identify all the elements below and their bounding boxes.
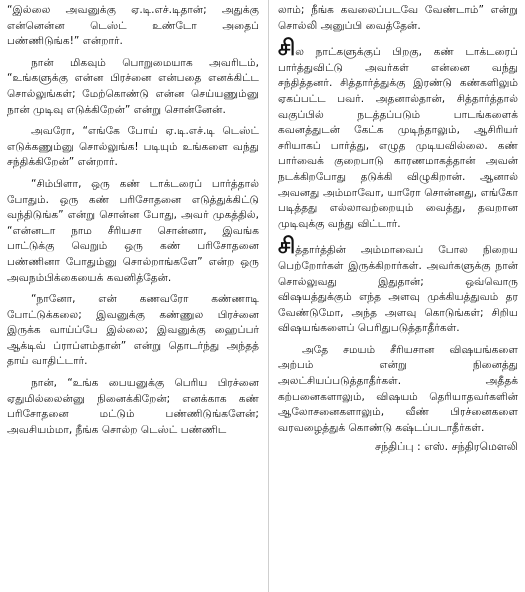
- paragraph: நான், “உங்க பையனுக்கு பெரிய பிரச்னை ஏதுமில்லைன்னு நினைக்கிறேன்; எனக்காக கண் பரிசோதனை மட்டும் பண்ணிடுங்களேன்; அவசியம்மா, நீங்க சொல்ற டெஸ்ட் பண்ணிட: [7, 377, 259, 436]
- paragraph: “நானோ, என் கணவரோ கண்ணாடி போட்டுக்கலை; இவனுக்கு கண்ணுல பிரச்னை இருக்க வாய்ப்பே இல்லை; இவனுக்கு ஹைப்பர் ஆக்டிவ் ப்ராப்ளம்தான்” என்று தொடர்ந்து அந்தத் தாய் வாதிட்டார்.: [7, 293, 259, 368]
- paragraph: லாம்; நீங்க கவலைப்படவே வேண்டாம்” என்று சொல்லி அனுப்பி வைத்தேன்.: [278, 4, 518, 32]
- paragraph: சித்தார்த்தின் அம்மாவைப் போல நிறைய பெற்றோர்கள் இருக்கிறார்கள். அவர்களுக்கு நான் சொல்லுவது இதுதான்; ஒவ்வொரு விஷயத்துக்கும் எந்த அளவு முக்கியத்துவம் தர வேண்டுமோ, அந்த அளவு கொடுங்கள்; சிறிய விஷயங்களைப் பெரிதுபடுத்தாதீர்கள்.: [278, 234, 518, 335]
- right-column: [278, 3, 518, 455]
- drop-cap: சி: [278, 36, 296, 62]
- paragraph: நான் மிகவும் பொறுமையாக அவரிடம், “உங்களுக்கு என்ன பிரச்னை என்பதை எனக்கிட்ட சொல்லுங்கள்; மேற்கொண்டு என்ன செய்யணும்னு நான் முடிவு எடுக்கிறேன்” என்று சொன்னேன்.: [7, 56, 259, 116]
- paragraph: “இல்லை அவனுக்கு ஏ.டி.எச்.டிதான்; அதுக்கு என்னென்ன டெஸ்ட் உண்டோ அதைப் பண்ணிடுங்க!” என்றார்.: [7, 4, 259, 48]
- left-column: [7, 3, 259, 438]
- paragraph: சில நாட்களுக்குப் பிறகு, கண் டாக்டரைப் பார்த்துவிட்டு அவர்கள் என்னை வந்து சந்தித்தனர். சித்தார்த்துக்கு இரண்டு கண்களிலும் ஏகப்பட்ட பவர். அதனால்தான், சித்தார்த்தால் வகுப்பில் நடத்தப்படும் பாடங்களைக் கவனத்துடன் கேட்க முடிந்தாலும், ஆசிரியர் சரியாகப் பார்த்து, எழுத முடியவில்லை. கண் பார்வைக் குறைபாடு காரணமாகத்தான் அவன் நடக்கிறபோது தடுக்கி விழுகிறான். ஆனால் அவனது அம்மாவோ, யாரோ சொன்னது, எங்கோ படித்தது எல்லாவற்றையும் வைத்து, தவறான முடிவுக்கு வந்து விட்டார்.: [278, 36, 518, 230]
- paragraph: அதே சமயம் சீரியசான விஷயங்களை அற்பம் என்று நினைத்து அலட்சியப்படுத்தாதீர்கள். அதீதக் கற்பனைகளாலும், விஷயம் தெரியாதவர்களின் ஆலோசனைகளாலும், வீண் பிரச்னைகளை வரவழைத்துக் கொண்டு கஷ்டப்படாதீர்கள்.: [278, 343, 518, 434]
- column-divider: [268, 0, 269, 592]
- drop-cap: சி: [278, 234, 296, 260]
- paragraph: “சிம்பிளா, ஒரு கண் டாக்டரைப் பார்த்தால் போதும். ஒரு கண் பரிசோதனை எடுத்துக்கிட்டு வந்திடுங்க” என்று சொன்ன போது, அவர் முகத்தில், “என்னடா நாம சீரியசா சொன்னா, இவங்க பாட்டுக்கு வெறும் ஒரு கண் பரிசோதனை பண்ணினா போதும்னு சொல்றாங்களே” என்ற ஒரு அவநம்பிக்கையைக் கவனித்தேன்.: [7, 177, 259, 284]
- byline: சந்திப்பு : எஸ். சந்திரமௌலி: [374, 440, 518, 454]
- paragraph: அவரோ, “எங்கே போய் ஏ.டி.எச்.டி டெஸ்ட் எடுக்கணும்னு சொல்லுங்க! படியும் உங்களை வந்து சந்திக்கிறேன்” என்றார்.: [7, 125, 259, 169]
